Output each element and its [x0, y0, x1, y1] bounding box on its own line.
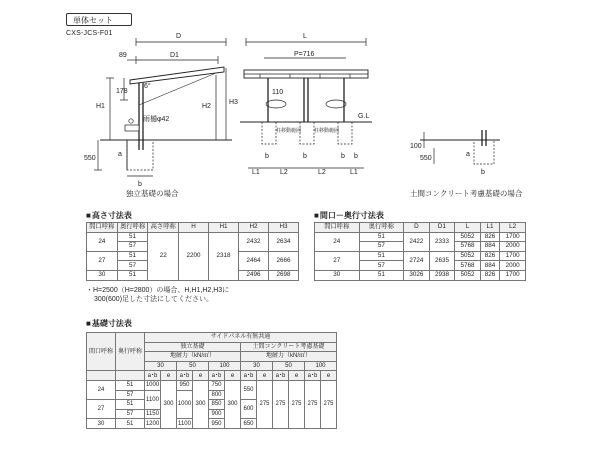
- height-table: [86, 222, 299, 281]
- table-row: 24 51 22 2200 2318 2432 2634: [87, 232, 299, 242]
- hdr-H1: H1: [209, 223, 239, 233]
- table-row: 24 51 1000 300 950 300 750 300 550 275 275 275 275 275: [87, 380, 337, 390]
- caption-slab: 土間コンクリート考慮基礎の場合: [410, 189, 523, 198]
- table-header-row: a･b e a･b e a･b e a･b e a･b e a･b e: [87, 371, 337, 381]
- table-row: 57 5768 884 2000: [315, 261, 526, 271]
- table-row: 30 51 1200 1100 950 650: [87, 419, 337, 429]
- svg-text:G.L: G.L: [358, 113, 370, 120]
- svg-text:178: 178: [116, 88, 128, 95]
- table-row: 27 51 850 600: [87, 400, 337, 410]
- svg-text:a: a: [466, 151, 470, 158]
- svg-text:D1: D1: [170, 52, 179, 59]
- svg-text:b: b: [265, 153, 269, 160]
- svg-text:P=716: P=716: [294, 51, 315, 58]
- svg-text:D: D: [176, 33, 182, 40]
- height-table-title: ■ 高さ寸法表: [86, 210, 132, 221]
- table-row: 27 51 2464 2666: [87, 251, 299, 261]
- foundation-table: [86, 332, 337, 429]
- table-row: 30 51 3026 2938 5052 826 1700: [315, 270, 526, 280]
- svg-text:H2: H2: [202, 103, 211, 110]
- svg-text:b: b: [138, 181, 142, 188]
- table-row: 57: [87, 242, 299, 252]
- table-header-row: [87, 223, 299, 233]
- hdr-width: 間口呼称: [87, 223, 118, 233]
- table-header-row: 独立基礎 土間コンクリート考慮基礎: [87, 342, 337, 352]
- table-row: 30 51 2496 2698: [87, 270, 299, 280]
- svg-text:b: b: [354, 153, 358, 160]
- hdr-H2: H2: [239, 223, 269, 233]
- svg-text:柱移動範囲: 柱移動範囲: [314, 128, 340, 134]
- table-row: 57 1100 1000 800: [87, 390, 337, 400]
- hdr-depth: 奥行呼称: [117, 223, 148, 233]
- hdr-height: 高さ呼称: [148, 223, 179, 233]
- side-view-labels: [84, 33, 238, 188]
- svg-text:L: L: [303, 33, 307, 40]
- svg-text:b: b: [341, 153, 345, 160]
- svg-text:110: 110: [272, 89, 284, 96]
- front-view-labels: [252, 33, 369, 176]
- foundation-table-title: ■ 基礎寸法表: [86, 318, 132, 329]
- svg-text:H1: H1: [96, 103, 105, 110]
- hdr-H: H: [179, 223, 209, 233]
- svg-text:100: 100: [410, 143, 422, 150]
- table-header-row: 地耐力（kN/㎡） 地耐力（kN/㎡）: [87, 352, 337, 362]
- svg-text:550: 550: [84, 155, 96, 162]
- table-row: 24 51 2422 2333 5052 826 1700: [315, 232, 526, 242]
- svg-text:L2: L2: [318, 169, 326, 176]
- svg-text:550: 550: [420, 155, 432, 162]
- table-row: 27 51 2724 2635 5052 826 1700: [315, 251, 526, 261]
- elevation-drawings: [0, 0, 600, 200]
- svg-text:6°: 6°: [144, 83, 151, 90]
- svg-text:柱移動範囲: 柱移動範囲: [276, 128, 302, 134]
- svg-text:b: b: [303, 153, 307, 160]
- svg-text:L1: L1: [350, 169, 358, 176]
- svg-text:雨樋φ42: 雨樋φ42: [143, 116, 170, 123]
- svg-text:a: a: [118, 151, 122, 158]
- set-badge: 単体セット: [66, 13, 132, 26]
- table-header-row: 30 50 100 30 50 100: [87, 361, 337, 371]
- table-row: 57 5768 884 2000: [315, 242, 526, 252]
- hdr-H3: H3: [268, 223, 298, 233]
- table-row: 57 1150 900: [87, 409, 337, 419]
- width-table: [314, 222, 526, 281]
- svg-text:L2: L2: [280, 169, 288, 176]
- slab-foundation-diagram: [420, 130, 500, 164]
- side-view-diagram: [94, 38, 232, 176]
- svg-text:b: b: [481, 169, 485, 176]
- svg-text:H3: H3: [229, 99, 238, 106]
- svg-text:L1: L1: [252, 169, 260, 176]
- table-row: 57: [87, 261, 299, 271]
- height-note: ・H=2500（H=2800）の場合、H,H1,H2,H3に 300(600)足した寸法にしてください。: [86, 287, 230, 303]
- caption-independent: 独立基礎の場合: [126, 189, 179, 198]
- svg-text:89: 89: [119, 52, 127, 59]
- width-table-title: ■ 間口－奥行寸法表: [314, 210, 384, 221]
- table-header-row: 間口呼称 奥行呼称 D D1 L L1 L2: [315, 223, 526, 233]
- table-header-row: 間口呼称 奥行呼称 サイドパネル有無共通: [87, 333, 337, 343]
- product-code: CXS-JCS-F01: [66, 30, 113, 37]
